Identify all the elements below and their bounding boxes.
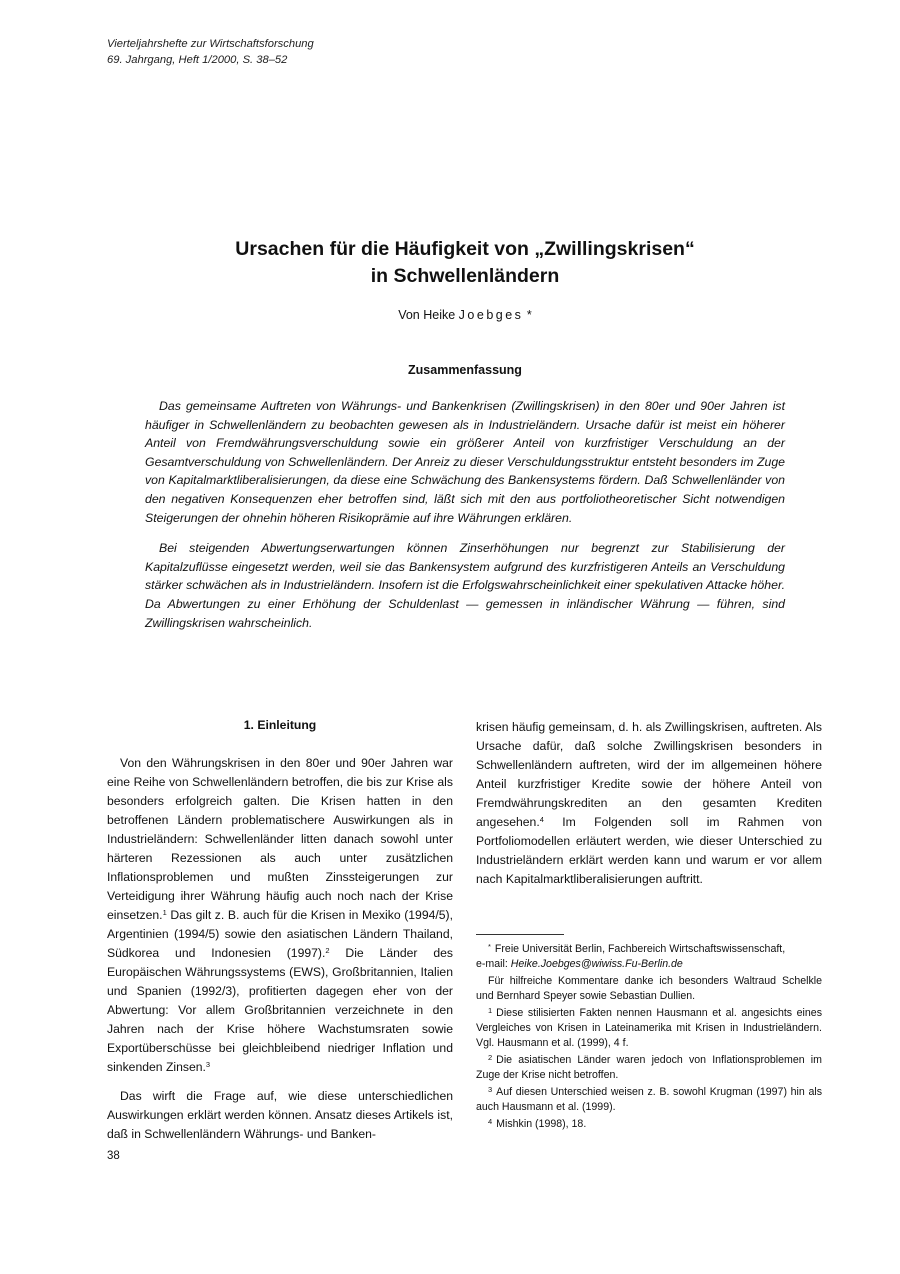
footnote-mark: 4 xyxy=(488,1117,493,1126)
footnote-mark: 3 xyxy=(488,1085,493,1094)
footnote-ref-1: 1 xyxy=(162,908,167,917)
body-text: Im Folgenden soll im Rahmen von Portfoliomodellen erläutert werden, wie dieser Unterschied zu Industrieländern erklärt werden kann und warum er vor allem nach Kapitalmarktliberalisierungen auftritt. xyxy=(476,815,822,886)
footnote-2 xyxy=(476,1053,822,1083)
right-column xyxy=(476,718,822,899)
footnote-text: Mishkin (1998), 18. xyxy=(496,1118,587,1130)
footnote-1 xyxy=(476,1006,822,1051)
body-text: Die Länder des Europäischen Währungssystems (EWS), Großbritannien, Italien und Spanien (1992/3), profitierten dagegen eher von der Abwertung: Vor allem Großbritannien verzeichnete in den Jahren nach der Krise höhere Wachstumsraten sowie Exportüberschüsse bei gleichbleibend niedriger Inflation und sinkenden Zinsen. xyxy=(107,946,454,1074)
abstract xyxy=(145,397,785,644)
journal-issue: 69. Jahrgang, Heft 1/2000, S. 38–52 xyxy=(107,54,288,66)
footnote-text: Auf diesen Unterschied weisen z. B. sowohl Krugman (1997) hin als auch Hausmann et al. (1999). xyxy=(476,1086,822,1113)
footnote-text: Die asiatischen Länder waren jedoch von Inflationsproblemen im Zuge der Krise nicht betroffen. xyxy=(476,1054,822,1081)
abstract-paragraph-2: Bei steigenden Abwertungserwartungen können Zinserhöhungen nur begrenzt zur Stabilisierung der Kapitalzuflüsse eingesetzt werden, weil sie das Bankensystem aufgrund des kurzfristigeren Anteils an Verschuldung stärker schwächen als in Industrieländern. Insofern ist die Erfolgswahrscheinlichkeit einer spekulativen Attacke höher. Da Abwertungen zu einer Erhöhung der Schuldenlast — gemessen in inländischer Währung — führen, sind Zwillingskrisen wahrscheinlich. xyxy=(145,541,785,630)
footnote-mark: 1 xyxy=(488,1006,493,1015)
body-paragraph-3 xyxy=(476,718,822,889)
section-heading: 1. Einleitung xyxy=(243,718,317,732)
body-text: krisen häufig gemeinsam, d. h. als Zwillingskrisen, auftreten. Als Ursache dafür, daß solche Zwillingskrisen besonders in Schwellenländern auftreten, wird der im allgemeinen höhere Anteil kurzfristiger Kredite sowie der höhere Anteil von Fremdwährungskrediten an den gesamten Krediten angesehen. xyxy=(476,720,822,829)
article-title-line-1: Ursachen für die Häufigkeit von „Zwillingskrisen“ xyxy=(235,238,695,260)
article-title-line-2: in Schwellenländern xyxy=(370,265,560,287)
footnote-4 xyxy=(476,1117,822,1132)
body-paragraph-1 xyxy=(107,754,453,1077)
footnote-rule xyxy=(476,934,564,935)
left-column xyxy=(107,716,453,1154)
footnote-star xyxy=(476,942,822,972)
footnote-ref-3: 3 xyxy=(205,1060,211,1069)
footnote-mark: * xyxy=(488,942,491,951)
footnote-ref-2: 2 xyxy=(325,946,330,955)
running-head xyxy=(107,36,314,68)
footnote-3 xyxy=(476,1085,822,1115)
author-prefix: Von Heike xyxy=(398,308,459,322)
body-paragraph-2: Das wirft die Frage auf, wie diese unterschiedlichen Auswirkungen erklärt werden können. Ansatz dieses Artikels ist, daß in Schwellenländern Währungs- und Banken- xyxy=(107,1089,453,1141)
footnote-thanks: Für hilfreiche Kommentare danke ich besonders Waltraud Schelkle und Bernhard Speyer sowie Sebastian Dullien. xyxy=(476,975,822,1002)
author-footnote-mark: * xyxy=(523,308,532,322)
author-name: Joebges xyxy=(458,308,524,322)
article-title xyxy=(100,236,830,290)
abstract-heading: Zusammenfassung xyxy=(408,363,522,377)
footnote-affiliation: Freie Universität Berlin, Fachbereich Wirtschaftswissenschaft, xyxy=(494,943,786,955)
footnote-mark: 2 xyxy=(488,1053,493,1062)
footnotes xyxy=(476,942,822,1134)
footnote-email-label: e-mail: xyxy=(476,958,511,970)
abstract-paragraph-1: Das gemeinsame Auftreten von Währungs- und Bankenkrisen (Zwillingskrisen) in den 80er und 90er Jahren ist häufiger in Schwellenländern zu beobachten gewesen als in Industrieländern. Ursache dafür ist meist ein höherer Anteil von Fremdwährungsverschuldung sowie ein größerer Anteil von kurzfristiger Verschuldung an der Gesamtverschuldung von Schwellenländern. Der Anreiz zu dieser Verschuldungsstruktur entsteht besonders im Zuge von Kapitalmarktliberalisierungen, da diese eine Schwächung des Bankensystems fördern. Daß Schwellenländer von den negativen Konsequenzen eher betroffen sind, läßt sich mit den aus portfoliotheoretischer Sicht notwendigen Steigerungen der ohnehin höheren Risikoprämie auf ihre Währungen erklären. xyxy=(145,399,785,525)
footnote-text: Diese stilisierten Fakten nennen Hausmann et al. angesichts eines Vergleiches von Krisen in Lateinamerika mit Krisen in Industrieländern. Vgl. Hausmann et al. (1999), 4 f. xyxy=(476,1007,822,1049)
body-text: Von den Währungskrisen in den 80er und 90er Jahren war eine Reihe von Schwellenländern betroffen, die bis zur Krise als besonders erfolgreich galten. Die Krisen hatten in den betroffenen Ländern problematischere Auswirkungen als in Industrieländern: Schwellenländer litten danach sowohl unter härteren Rezessionen als auch unter zusätzlichen Inflationsproblemen und mußten Zinssteigerungen zur Verteidigung ihrer Währung häufig auch noch nach der Krise einsetzen. xyxy=(107,756,453,922)
footnote-email: Heike.Joebges@wiwiss.Fu-Berlin.de xyxy=(510,958,683,970)
body-text: Das gilt z. B. auch für die Krisen in Mexiko (1994/5), Argentinien (1994/5) sowie den asiatischen Ländern Thailand, Südkorea und Indonesien (1997). xyxy=(107,908,453,960)
page-number: 38 xyxy=(107,1150,120,1162)
footnote-ref-4: 4 xyxy=(539,815,544,824)
journal-name: Vierteljahrshefte zur Wirtschaftsforschung xyxy=(107,38,314,50)
author-line xyxy=(100,306,830,324)
